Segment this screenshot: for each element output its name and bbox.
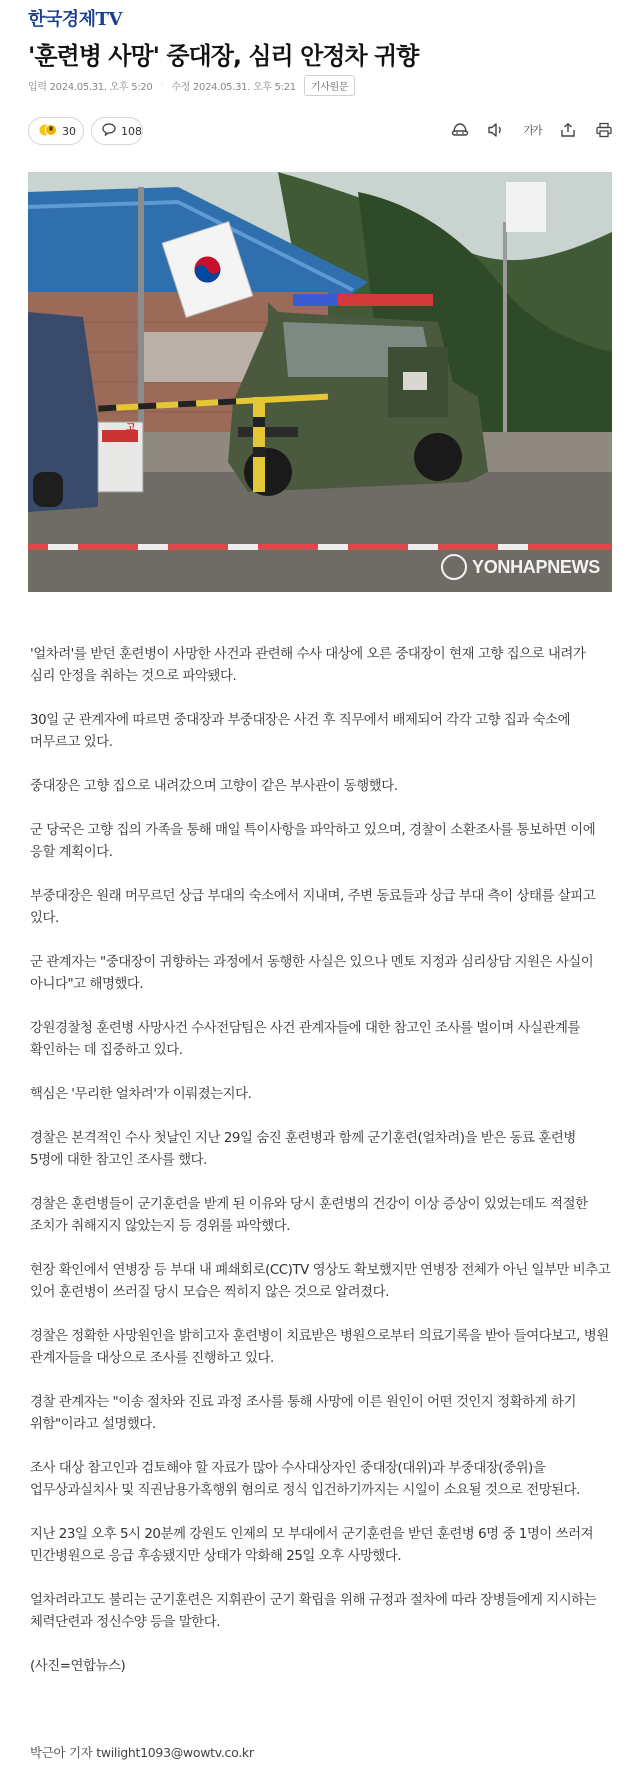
article-photo xyxy=(28,172,612,592)
reaction-emoji-icon xyxy=(39,123,57,140)
brand-logo[interactable]: 한국경제TV xyxy=(28,9,122,30)
published-date: 입력 2024.05.31. 오후 5:20 xyxy=(28,82,153,93)
article-paragraph: 조사 대상 참고인과 검토해야 할 자료가 많아 수사대상자인 중대장(대위)과 부중대장(중위)을 업무상과실치사 및 직권남용가혹행위 혐의로 정식 입건하기까지는 시일이 소요될 것으로 전망된다. xyxy=(30,1461,580,1498)
article-paragraph: 경찰 관계자는 "이송 절차와 진료 과정 조사를 통해 사망에 이른 원인이 어떤 것인지 정확하게 하기 위함"이라고 설명했다. xyxy=(30,1395,576,1432)
like-count: 30 xyxy=(62,124,76,138)
article-paragraph: '얼차려'를 받던 훈련병이 사망한 사건과 관련해 수사 대상에 오른 중대장이 현재 고향 집으로 내려가 심리 안정을 취하는 것으로 파악됐다. xyxy=(30,647,586,684)
article-headline: '훈련병 사망' 중대장, 심리 안정차 귀향 xyxy=(28,42,419,70)
article-paragraph: 군 관계자는 "중대장이 귀향하는 과정에서 동행한 사실은 있으나 멘토 지정과 심리상담 지원은 사실이 아니다"고 해명했다. xyxy=(30,955,594,992)
share-icon[interactable] xyxy=(558,120,578,140)
watermark-text: YONHAPNEWS xyxy=(471,556,600,577)
article-meta xyxy=(28,75,363,96)
article-paragraph: 부중대장은 원래 머무르던 상급 부대의 숙소에서 지내며, 주변 동료들과 상급 부대 측이 상태를 살피고 있다. xyxy=(30,889,596,926)
article-paragraph: 현장 확인에서 연병장 등 부대 내 폐쇄회로(CC)TV 영상도 확보했지만 연병장 전체가 아닌 일부만 비추고 있어 훈련병이 쓰러질 당시 모습은 찍히지 않은 것으로 알려졌다. xyxy=(30,1263,611,1300)
article-paragraph: 경찰은 정확한 사망원인을 밝히고자 훈련병이 치료받은 병원으로부터 의료기록을 받아 들여다보고, 병원 관계자들을 대상으로 조사를 진행하고 있다. xyxy=(30,1329,609,1366)
like-button[interactable] xyxy=(28,117,84,145)
print-icon[interactable] xyxy=(594,120,614,140)
article-paragraph: 핵심은 '무리한 얼차려'가 이뤄졌는지다. xyxy=(30,1087,252,1102)
article-paragraph: 강원경찰청 훈련병 사망사건 수사전담팀은 사건 관계자들에 대한 참고인 조사를 벌이며 사실관계를 확인하는 데 집중하고 있다. xyxy=(30,1021,580,1058)
sign-label: 고 xyxy=(126,423,136,434)
article-paragraph: 경찰은 훈련병들이 군기훈련을 받게 된 이유와 당시 훈련병의 건강이 이상 증상이 있었는데도 적절한 조치가 취해지지 않았는지 등 경위를 파악했다. xyxy=(30,1197,588,1234)
yonhap-logo-icon xyxy=(441,554,467,580)
speaker-icon[interactable] xyxy=(486,120,506,140)
article-paragraph: 얼차려라고도 불리는 군기훈련은 지휘관이 군기 확립을 위해 규정과 절차에 따라 장병들에게 지시하는 체력단련과 정신수양 등을 말한다. xyxy=(30,1593,597,1630)
meta-divider: · xyxy=(160,80,164,91)
article-paragraph: 30일 군 관계자에 따르면 중대장과 부중대장은 사건 후 직무에서 배제되어 각각 고향 집과 숙소에 머무르고 있다. xyxy=(30,713,571,750)
comment-button[interactable] xyxy=(91,117,143,145)
font-size-icon[interactable] xyxy=(522,120,542,140)
comment-icon xyxy=(102,123,116,139)
article-paragraph: 지난 23일 오후 5시 20분께 강원도 인제의 모 부대에서 군기훈련을 받던 훈련병 6명 중 1명이 쓰러져 민간병원으로 응급 후송됐지만 상태가 악화해 25일 오후 사망했다. xyxy=(30,1527,594,1564)
comment-count: 108 xyxy=(121,124,142,138)
military-checkpoint-photo xyxy=(28,172,612,592)
listen-summary-icon[interactable] xyxy=(450,120,470,140)
article-paragraph: 중대장은 고향 집으로 내려갔으며 고향이 같은 부사관이 동행했다. xyxy=(30,779,398,794)
article-toolbar xyxy=(434,120,614,140)
article-paragraph: (사진=연합뉴스) xyxy=(30,1659,126,1674)
font-size-label: 가가 xyxy=(523,124,541,137)
reporter-byline: 박근아 기자 twilight1093@wowtv.co.kr xyxy=(30,1745,254,1760)
photo-watermark xyxy=(441,554,600,580)
article-body xyxy=(30,644,612,1700)
source-link-button[interactable]: 기사원문 xyxy=(304,75,355,96)
article-paragraph: 경찰은 본격적인 수사 첫날인 지난 29일 숨진 훈련병과 함께 군기훈련(얼차려)을 받은 동료 훈련병 5명에 대한 참고인 조사를 했다. xyxy=(30,1131,576,1168)
article-paragraph: 군 당국은 고향 집의 가족을 통해 매일 특이사항을 파악하고 있으며, 경찰이 소환조사를 통보하면 이에 응할 계획이다. xyxy=(30,823,596,860)
updated-date: 수정 2024.05.31. 오후 5:21 xyxy=(171,82,296,93)
